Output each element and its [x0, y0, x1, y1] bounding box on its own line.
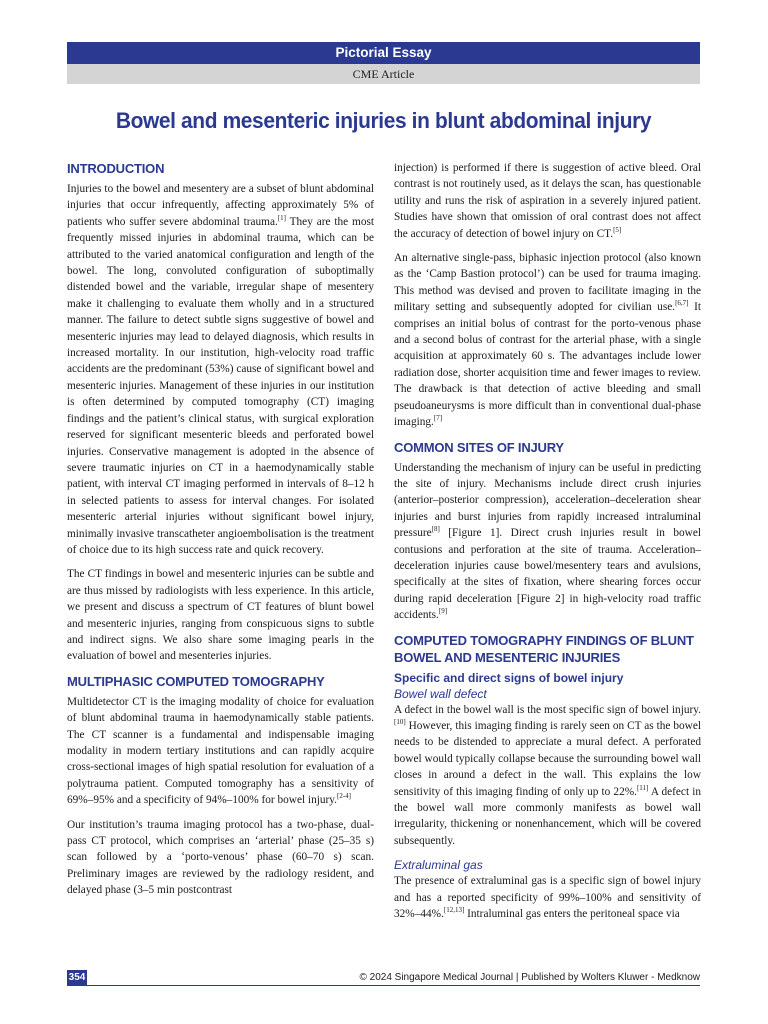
subsubheading-bowel-wall-defect: Bowel wall defect	[394, 686, 487, 701]
paragraph-sites: Understanding the mechanism of injury can be useful in predicting the site of injury. Mechanisms include direct crush injuries (anterior–posterior compression), acceleration–deceleration shear injuries and burst injuries from rapidly increased intraluminal pressure[8] [Figure 1]. Direct crush injuries result in bowel contusions and perforation at the site of trauma. Acceleration–deceleration injuries cause bowel/mesentery tears and avulsions, specifically at the sites of fixation, where shearing forces occur during rapid deceleration [Figure 2] in high-velocity road traffic accidents.[9]	[394, 461, 701, 622]
heading-ct-findings: COMPUTED TOMOGRAPHY FINDINGS OF BLUNT BOWEL AND MESENTERIC INJURIES	[394, 632, 694, 665]
section-band: Pictorial Essay	[67, 42, 700, 64]
subsubheading-extraluminal-gas: Extraluminal gas	[394, 858, 483, 873]
paragraph-bastion: An alternative single-pass, biphasic injection protocol (also known as the ‘Camp Bastion protocol’) can be used for trauma imaging. This method was devised and proven to facilitate imaging in the military setting and subsequently adopted for civilian use.[6,7] It comprises an initial bolus of contrast for the porto-venous phase and a second bolus of contrast for the arterial phase, with a single acquisition at approximately 60 s. The advantages include lower radiation dose, shorter acquisition time and fewer images to review. The drawback is that detection of active bleeding and small pseudoaneurysms is more difficult than in conventional dual-phase imaging.[7]	[394, 252, 701, 429]
article-type-band: CME Article	[67, 64, 700, 84]
right-column	[394, 160, 701, 930]
left-column	[67, 160, 374, 907]
paragraph-intro-2: The CT findings in bowel and mesenteric injuries can be subtle and are thus missed by radiologists with less experience. In this article, we present and discuss a spectrum of CT features of blunt bowel and mesenteric injuries, ranging from conspicuous signs to subtle and indirect signs. We also share some imaging pearls in the evaluation of bowel and mesenteries injuries.	[67, 568, 374, 663]
paragraph-intro-1: Injuries to the bowel and mesentery are a subset of blunt abdominal injuries that occur infrequently, affecting approximately 5% of patients who suffer severe abdominal trauma.[1] They are the most frequently missed injuries in abdominal trauma, which can be attributed to the varied anatomical configuration and length of the bowel. The long, convoluted configuration of suboptimally distended bowel and the variable, irregular shape of mesentery make it challenging to evaluate them wholly and in a structured manner. The failure to detect subtle signs suggestive of bowel and mesenteric injuries may lead to delayed diagnosis, which results in increased mortality. In our institution, high-velocity road traffic accidents are the predominant (53%) cause of significant bowel and mesenteric injuries. Management of these injuries in our institution is often determined by computed tomography (CT) imaging findings and the patient’s clinical status, with surgical exploration reserved for significant mesenteric bleeds and perforated bowel injuries. Conservative management is adopted in the absence of severe traumatic injuries on CT in a haemodynamically stable patient, with interval CT imaging performed in intervals of 8–12 h in selected patients to assess for interval changes. For isolated mesenteric arterial injuries without significant bowel injury, minimally invasive transcatheter angioembolisation is the treatment of choice due to its high success rate and quick recovery.	[67, 183, 375, 556]
heading-multiphasic-ct: MULTIPHASIC COMPUTED TOMOGRAPHY	[67, 673, 325, 689]
article-title: Bowel and mesenteric injuries in blunt abdominal injury	[115, 108, 652, 133]
paragraph-bowel-wall: A defect in the bowel wall is the most specific sign of bowel injury.[10] However, this imaging finding is rarely seen on CT as the bowel needs to be distended to appreciate a mural defect. A perforated bowel would typically collapse because the surrounding bowel wall closes in around a defect in the wall. This explains the low sensitivity of this imaging finding of only up to 22%.[11] A defect in the bowel wall more commonly manifests as bowel wall irregularity, thickening or nonenhancement, which will be covered subsequently.	[394, 703, 701, 847]
paragraph-continued: injection) is performed if there is suggestion of active bleed. Oral contrast is not routinely used, as it delays the scan, has questionable utility and runs the risk of aspiration in a severely injured patient. Studies have shown that omission of oral contrast does not affect the accuracy of detection of bowel injury on CT.[5]	[394, 162, 701, 240]
paragraph-extraluminal-gas: The presence of extraluminal gas is a specific sign of bowel injury and has a reported specificity of 99%–100% and sensitivity of 32%–44%.[12,13] Intraluminal gas enters the peritoneal space via	[394, 875, 701, 921]
paragraph-mct-1: Multidetector CT is the imaging modality of choice for evaluation of blunt abdominal trauma in haemodynamically stable patients. The CT scanner is a fundamental and indispensable imaging modality in modern tertiary institutions and can rapidly acquire cross-sectional images of high spatial resolution for evaluation of a polytrauma patient. Computed tomography has a sensitivity of 69%–95% and a specificity of 94%–100% for bowel injury.[2-4]	[67, 695, 374, 807]
subheading-specific-signs: Specific and direct signs of bowel injury	[394, 670, 624, 685]
page-number: 354	[68, 972, 86, 983]
paragraph-mct-2: Our institution’s trauma imaging protocol has a two-phase, dual-pass CT protocol, which comprises an ‘arterial’ phase (25–35 s) scan followed by a ‘porto-venous’ phase (60–70 s) scan. Preliminary images are reviewed by the radiology resident, and delayed phase (3–5 min postcontrast	[67, 818, 374, 897]
heading-common-sites: COMMON SITES OF INJURY	[394, 439, 564, 455]
footer-credit: © 2024 Singapore Medical Journal | Published by Wolters Kluwer - Medknow	[359, 972, 700, 983]
page-footer	[67, 970, 700, 986]
heading-introduction: INTRODUCTION	[67, 161, 165, 176]
